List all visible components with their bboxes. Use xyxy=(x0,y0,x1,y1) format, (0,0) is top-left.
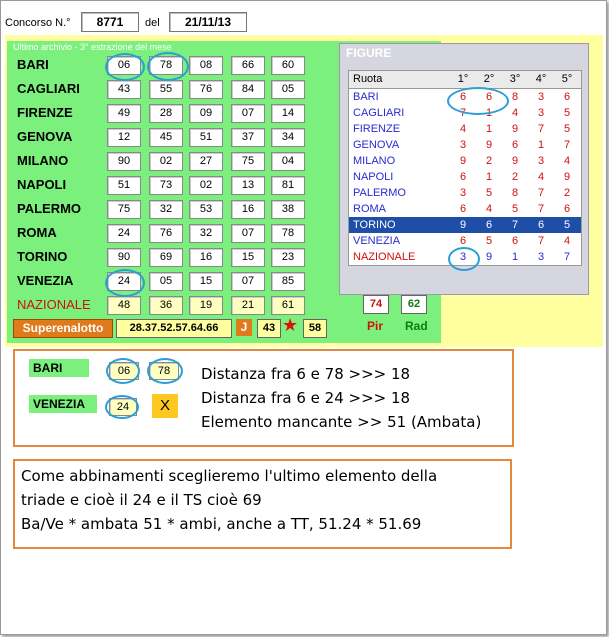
figure-column-header[interactable]: 5° xyxy=(561,73,573,85)
extracted-number: 51 xyxy=(189,128,223,147)
figure-value: 4 xyxy=(459,123,467,135)
missing-element-line: Elemento mancante >> 51 (Ambata) xyxy=(201,413,482,431)
figure-value: 9 xyxy=(563,171,571,183)
extracted-number: 73 xyxy=(149,176,183,195)
city-label: MILANO xyxy=(17,153,69,168)
annot-bari-number-2: 78 xyxy=(149,362,179,380)
extracted-number: 36 xyxy=(149,296,183,315)
figure-value: 7 xyxy=(563,251,571,263)
figure-value: 4 xyxy=(511,107,519,119)
city-label: FIRENZE xyxy=(17,105,73,120)
figure-value: 7 xyxy=(537,203,545,215)
extracted-number: 75 xyxy=(107,200,141,219)
figure-value: 7 xyxy=(537,123,545,135)
combination-annotation-box xyxy=(13,459,512,549)
figure-value: 9 xyxy=(485,251,493,263)
figure-value: 3 xyxy=(459,139,467,151)
combination-line-1: Come abbinamenti sceglieremo l'ultimo elemento della xyxy=(21,467,438,485)
figure-row[interactable] xyxy=(349,217,581,233)
figure-value: 4 xyxy=(563,235,571,247)
superenalotto-label: Superenalotto xyxy=(13,319,113,338)
figure-row[interactable] xyxy=(349,121,581,137)
extracted-number: 78 xyxy=(149,56,183,75)
city-label: NAPOLI xyxy=(17,177,67,192)
figure-column-header[interactable]: Ruota xyxy=(353,73,383,85)
extracted-number: 78 xyxy=(271,224,305,243)
figure-column-header[interactable]: 1° xyxy=(457,73,469,85)
city-label: ROMA xyxy=(17,225,57,240)
figure-value: 5 xyxy=(485,235,493,247)
figure-value: 4 xyxy=(537,171,545,183)
extracted-number: 75 xyxy=(231,152,265,171)
superstar-value: 58 xyxy=(303,319,327,338)
extracted-number: 05 xyxy=(271,80,305,99)
figure-ruota-name: NAPOLI xyxy=(353,171,394,183)
extracted-number: 16 xyxy=(189,248,223,267)
combination-line-2: triade e cioè il 24 e il TS cioè 69 xyxy=(21,491,262,509)
figure-value: 1 xyxy=(485,171,493,183)
figure-value: 9 xyxy=(485,139,493,151)
figure-value: 6 xyxy=(459,171,467,183)
figure-value: 6 xyxy=(563,91,571,103)
date-field[interactable]: 21/11/13 xyxy=(169,12,247,32)
figure-table xyxy=(348,70,582,266)
figure-value: 7 xyxy=(537,235,545,247)
extracted-number: 08 xyxy=(189,56,223,75)
pir-value: 74 xyxy=(363,295,389,314)
figure-value: 5 xyxy=(563,123,571,135)
figure-value: 5 xyxy=(511,203,519,215)
extracted-number: 34 xyxy=(271,128,305,147)
figure-value: 9 xyxy=(511,123,519,135)
figure-value: 4 xyxy=(485,203,493,215)
figure-value: 6 xyxy=(511,235,519,247)
figure-value: 9 xyxy=(511,155,519,167)
figure-value: 6 xyxy=(485,219,493,231)
figure-row[interactable] xyxy=(349,233,581,249)
city-label: NAZIONALE xyxy=(17,297,91,312)
extracted-number: 49 xyxy=(107,104,141,123)
city-label: GENOVA xyxy=(17,129,73,144)
extracted-number: 37 xyxy=(231,128,265,147)
figure-value: 1 xyxy=(537,139,545,151)
concorso-number-field[interactable]: 8771 xyxy=(81,12,139,32)
extracted-number: 07 xyxy=(231,224,265,243)
city-label: CAGLIARI xyxy=(17,81,80,96)
figure-ruota-name: PALERMO xyxy=(353,187,406,199)
figure-column-header[interactable]: 4° xyxy=(535,73,547,85)
extracted-number: 90 xyxy=(107,152,141,171)
figure-value: 1 xyxy=(485,123,493,135)
extracted-number: 24 xyxy=(107,272,141,291)
figure-value: 5 xyxy=(563,219,571,231)
extracted-number: 24 xyxy=(107,224,141,243)
superenalotto-value: 28.37.52.57.64.66 xyxy=(116,319,232,338)
figure-row[interactable] xyxy=(349,105,581,121)
figure-value: 9 xyxy=(459,219,467,231)
extracted-number: 15 xyxy=(189,272,223,291)
figure-value: 7 xyxy=(537,187,545,199)
panel-title: Ultimo archivio - 3° estrazione del mese xyxy=(13,42,172,52)
extracted-number: 38 xyxy=(271,200,305,219)
missing-element-marker: X xyxy=(152,394,178,418)
extracted-number: 45 xyxy=(149,128,183,147)
figure-row[interactable] xyxy=(349,249,581,265)
extracted-number: 19 xyxy=(189,296,223,315)
figure-ruota-name: CAGLIARI xyxy=(353,107,405,119)
figure-value: 6 xyxy=(459,235,467,247)
figure-value: 3 xyxy=(537,107,545,119)
extracted-number: 16 xyxy=(231,200,265,219)
extracted-number: 32 xyxy=(189,224,223,243)
extracted-number: 85 xyxy=(271,272,305,291)
city-label: VENEZIA xyxy=(17,273,74,288)
figure-value: 6 xyxy=(511,139,519,151)
figure-value: 3 xyxy=(459,187,467,199)
header-bar xyxy=(5,7,603,37)
pir-label: Pir xyxy=(367,319,384,333)
extracted-number: 07 xyxy=(231,272,265,291)
figure-ruota-name: ROMA xyxy=(353,203,386,215)
extracted-number: 14 xyxy=(271,104,305,123)
figure-row[interactable] xyxy=(349,169,581,185)
city-label: BARI xyxy=(17,57,49,72)
figure-row[interactable] xyxy=(349,201,581,217)
figure-row[interactable] xyxy=(349,137,581,153)
figure-value: 2 xyxy=(563,187,571,199)
annot-bari-number-1: 06 xyxy=(109,362,139,380)
figure-value: 8 xyxy=(511,91,519,103)
figure-table-header xyxy=(349,71,581,89)
city-label: PALERMO xyxy=(17,201,82,216)
extracted-number: 23 xyxy=(271,248,305,267)
extracted-number: 09 xyxy=(189,104,223,123)
figure-value: 6 xyxy=(537,219,545,231)
figure-value: 3 xyxy=(459,251,467,263)
extracted-number: 27 xyxy=(189,152,223,171)
figure-value: 7 xyxy=(511,219,519,231)
extracted-number: 28 xyxy=(149,104,183,123)
figure-column-header[interactable]: 2° xyxy=(483,73,495,85)
figure-column-header[interactable]: 3° xyxy=(509,73,521,85)
city-label: TORINO xyxy=(17,249,68,264)
figure-ruota-name: NAZIONALE xyxy=(353,251,416,263)
figure-value: 1 xyxy=(511,251,519,263)
figure-ruota-name: TORINO xyxy=(353,219,396,231)
extracted-number: 07 xyxy=(231,104,265,123)
figure-value: 1 xyxy=(485,107,493,119)
extracted-number: 55 xyxy=(149,80,183,99)
figure-ruota-name: FIRENZE xyxy=(353,123,401,135)
figure-ruota-name: VENEZIA xyxy=(353,235,401,247)
figure-value: 7 xyxy=(459,107,467,119)
distance-line-1: Distanza fra 6 e 78 >>> 18 xyxy=(201,365,411,383)
figure-ruota-name: BARI xyxy=(353,91,379,103)
extracted-number: 51 xyxy=(107,176,141,195)
annot-venezia-number: 24 xyxy=(109,398,137,416)
figure-value: 3 xyxy=(537,155,545,167)
distance-annotation-box xyxy=(13,349,514,447)
figure-row[interactable] xyxy=(349,89,581,105)
jolly-label: J xyxy=(236,319,252,336)
figure-value: 9 xyxy=(459,155,467,167)
extracted-number: 05 xyxy=(149,272,183,291)
extracted-number: 15 xyxy=(231,248,265,267)
extracted-number: 81 xyxy=(271,176,305,195)
extracted-number: 13 xyxy=(231,176,265,195)
figure-row[interactable] xyxy=(349,185,581,201)
extracted-number: 90 xyxy=(107,248,141,267)
extracted-number: 12 xyxy=(107,128,141,147)
combination-line-3: Ba/Ve * ambata 51 * ambi, anche a TT, 51.24 * 51.69 xyxy=(21,515,422,533)
figure-ruota-name: GENOVA xyxy=(353,139,400,151)
figure-value: 7 xyxy=(563,139,571,151)
extracted-number: 60 xyxy=(271,56,305,75)
jolly-value: 43 xyxy=(257,319,281,338)
del-label: del xyxy=(145,17,160,29)
extracted-number: 84 xyxy=(231,80,265,99)
figure-value: 5 xyxy=(485,187,493,199)
annot-venezia-label: VENEZIA xyxy=(29,395,97,413)
rad-value: 62 xyxy=(401,295,427,314)
figure-title: FIGURE xyxy=(346,46,392,60)
extracted-number: 02 xyxy=(189,176,223,195)
figure-value: 8 xyxy=(511,187,519,199)
extracted-number: 06 xyxy=(107,56,141,75)
figure-value: 6 xyxy=(563,203,571,215)
extracted-number: 32 xyxy=(149,200,183,219)
extracted-number: 61 xyxy=(271,296,305,315)
figure-value: 6 xyxy=(459,203,467,215)
rad-label: Rad xyxy=(405,319,428,333)
extracted-number: 04 xyxy=(271,152,305,171)
figure-value: 3 xyxy=(537,91,545,103)
figure-value: 6 xyxy=(459,91,467,103)
extracted-number: 02 xyxy=(149,152,183,171)
superstar-icon: ★ xyxy=(282,315,299,335)
extracted-number: 43 xyxy=(107,80,141,99)
figure-value: 2 xyxy=(485,155,493,167)
figure-panel xyxy=(339,43,589,295)
figure-value: 3 xyxy=(537,251,545,263)
figure-value: 6 xyxy=(485,91,493,103)
extracted-number: 21 xyxy=(231,296,265,315)
extracted-number: 76 xyxy=(189,80,223,99)
distance-line-2: Distanza fra 6 e 24 >>> 18 xyxy=(201,389,411,407)
extracted-number: 76 xyxy=(149,224,183,243)
figure-value: 5 xyxy=(563,107,571,119)
figure-row[interactable] xyxy=(349,153,581,169)
extracted-number: 69 xyxy=(149,248,183,267)
figure-ruota-name: MILANO xyxy=(353,155,396,167)
annot-bari-label: BARI xyxy=(29,359,89,377)
extracted-number: 66 xyxy=(231,56,265,75)
concorso-label: Concorso N.° xyxy=(5,17,71,29)
extracted-number: 53 xyxy=(189,200,223,219)
extracted-number: 48 xyxy=(107,296,141,315)
figure-value: 4 xyxy=(563,155,571,167)
figure-value: 2 xyxy=(511,171,519,183)
